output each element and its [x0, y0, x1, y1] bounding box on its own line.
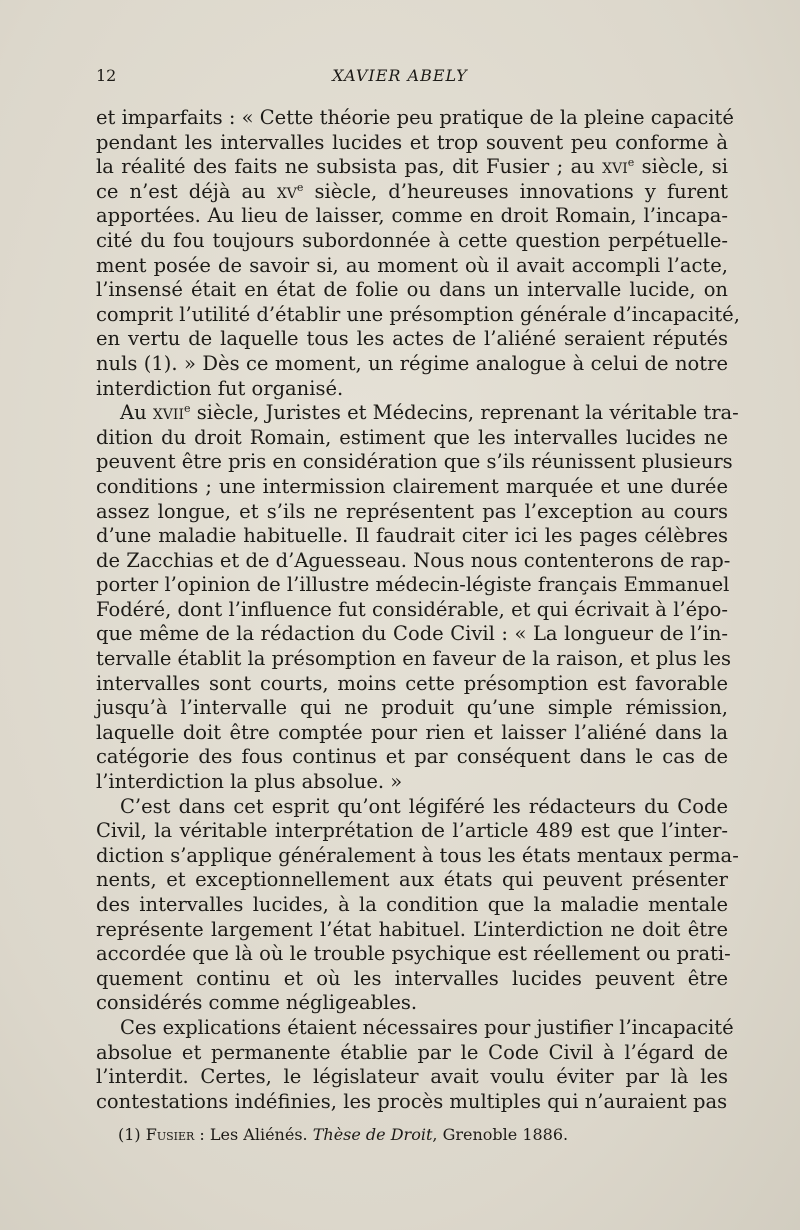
text-line: que même de la rédaction du Code Civil : « La longueur de l’in- [96, 622, 728, 646]
text-line: peuvent être pris en considération que s’ils réunissent plusieurs [96, 450, 733, 474]
text-line: contestations indéfinies, les procès multiples qui n’auraient pas [96, 1089, 728, 1113]
text-line: nents, et exceptionnellement aux états qui peuvent présenter [96, 868, 728, 892]
text-line: dition du droit Romain, estiment que les intervalles lucides ne [96, 425, 728, 449]
text-line: représente largement l’état habituel. L’interdiction ne doit être [96, 917, 728, 941]
text-line: cité du fou toujours subordonnée à cette question perpétuelle- [96, 228, 728, 252]
text-line: intervalles sont courts, moins cette présomption est favorable [96, 671, 728, 695]
footnote-separator: : Les Aliénés. [194, 1125, 313, 1144]
text-line: porter l’opinion de l’illustre médecin-légiste français Emmanuel [96, 573, 730, 597]
footnote [118, 1124, 718, 1146]
footnote-title: Thèse de Droit [312, 1125, 433, 1144]
text-line: considérés comme négligeables. [96, 991, 418, 1015]
footnote-rest: , Grenoble 1886. [432, 1125, 569, 1144]
page-number: 12 [96, 66, 117, 85]
text-line: jusqu’à l’intervalle qui ne produit qu’une simple rémission, [96, 696, 728, 720]
text-line: catégorie des fous continus et par conséquent dans le cas de [96, 745, 728, 769]
text-line: de Zacchias et de d’Aguesseau. Nous nous contenterons de rap- [96, 548, 731, 572]
footnote-author: Fusier [145, 1125, 195, 1144]
text-line: accordée que là où le trouble psychique est réellement ou prati- [96, 942, 731, 966]
running-title: XAVIER ABELY [332, 66, 468, 85]
text-line: interdiction fut organisé. [96, 376, 344, 400]
text-line: tervalle établit la présomption en faveur de la raison, et plus les [96, 647, 732, 671]
text-line: l’insensé était en état de folie ou dans un intervalle lucide, on [96, 278, 728, 302]
text-line: Au xvii$^e$ siècle, Juristes et Médecins, reprenant la véritable tra- [120, 401, 739, 425]
text-line: d’une maladie habituelle. Il faudrait citer ici les pages célèbres [96, 524, 728, 548]
text-line: Civil, la véritable interprétation de l’article 489 est que l’inter- [96, 819, 728, 843]
text-line: l’interdiction la plus absolue. » [96, 770, 403, 794]
text-line: C’est dans cet esprit qu’ont légiféré les rédacteurs du Code [120, 794, 728, 818]
text-line: apportées. Au lieu de laisser, comme en droit Romain, l’incapa- [96, 204, 728, 228]
text-line: nuls (1). » Dès ce moment, un régime analogue à celui de notre [96, 351, 728, 375]
text-line: conditions ; une intermission clairement marquée et une durée [96, 474, 728, 498]
text-line: des intervalles lucides, à la condition que la maladie mentale [96, 893, 728, 916]
text-line: absolue et permanente établie par le Code Civil à l’égard de [96, 1040, 728, 1064]
text-line: quement continu et où les intervalles lucides peuvent être [96, 966, 728, 990]
text-line: l’interdit. Certes, le législateur avait voulu éviter par là les [96, 1065, 728, 1089]
text-line: pendant les intervalles lucides et trop souvent peu conforme à [96, 130, 728, 154]
text-line: laquelle doit être comptée pour rien et laisser l’aliéné dans la [96, 720, 728, 744]
text-line: assez longue, et s’ils ne représentent pas l’exception au cours [96, 499, 728, 523]
footnote-marker: (1) [118, 1125, 141, 1144]
text-line: ce n’est déjà au $xv^e$ siècle, d’heureuses innovations y furent [96, 179, 728, 203]
text-line: comprit l’utilité d’établir une présomption générale d’incapacité, [96, 302, 740, 326]
text-line: ment posée de savoir si, au moment où il avait accompli l’acte, [96, 253, 728, 277]
body-text [96, 106, 740, 1114]
text-line: et imparfaits : « Cette théorie peu pratique de la pleine capacité [96, 106, 734, 129]
text-line: diction s’applique généralement à tous les états mentaux perma- [96, 843, 739, 867]
text-line: la réalité des faits ne subsista pas, dit Fusier ; au xvi$^e$ siècle, si [96, 155, 728, 179]
text-line: Fodéré, dont l’influence fut considérable, et qui écrivait à l’épo- [96, 597, 728, 621]
text-line: en vertu de laquelle tous les actes de l’aliéné seraient réputés [96, 327, 728, 351]
text-line: Ces explications étaient nécessaires pour justifier l’incapacité [120, 1015, 734, 1039]
page-header [96, 66, 704, 86]
